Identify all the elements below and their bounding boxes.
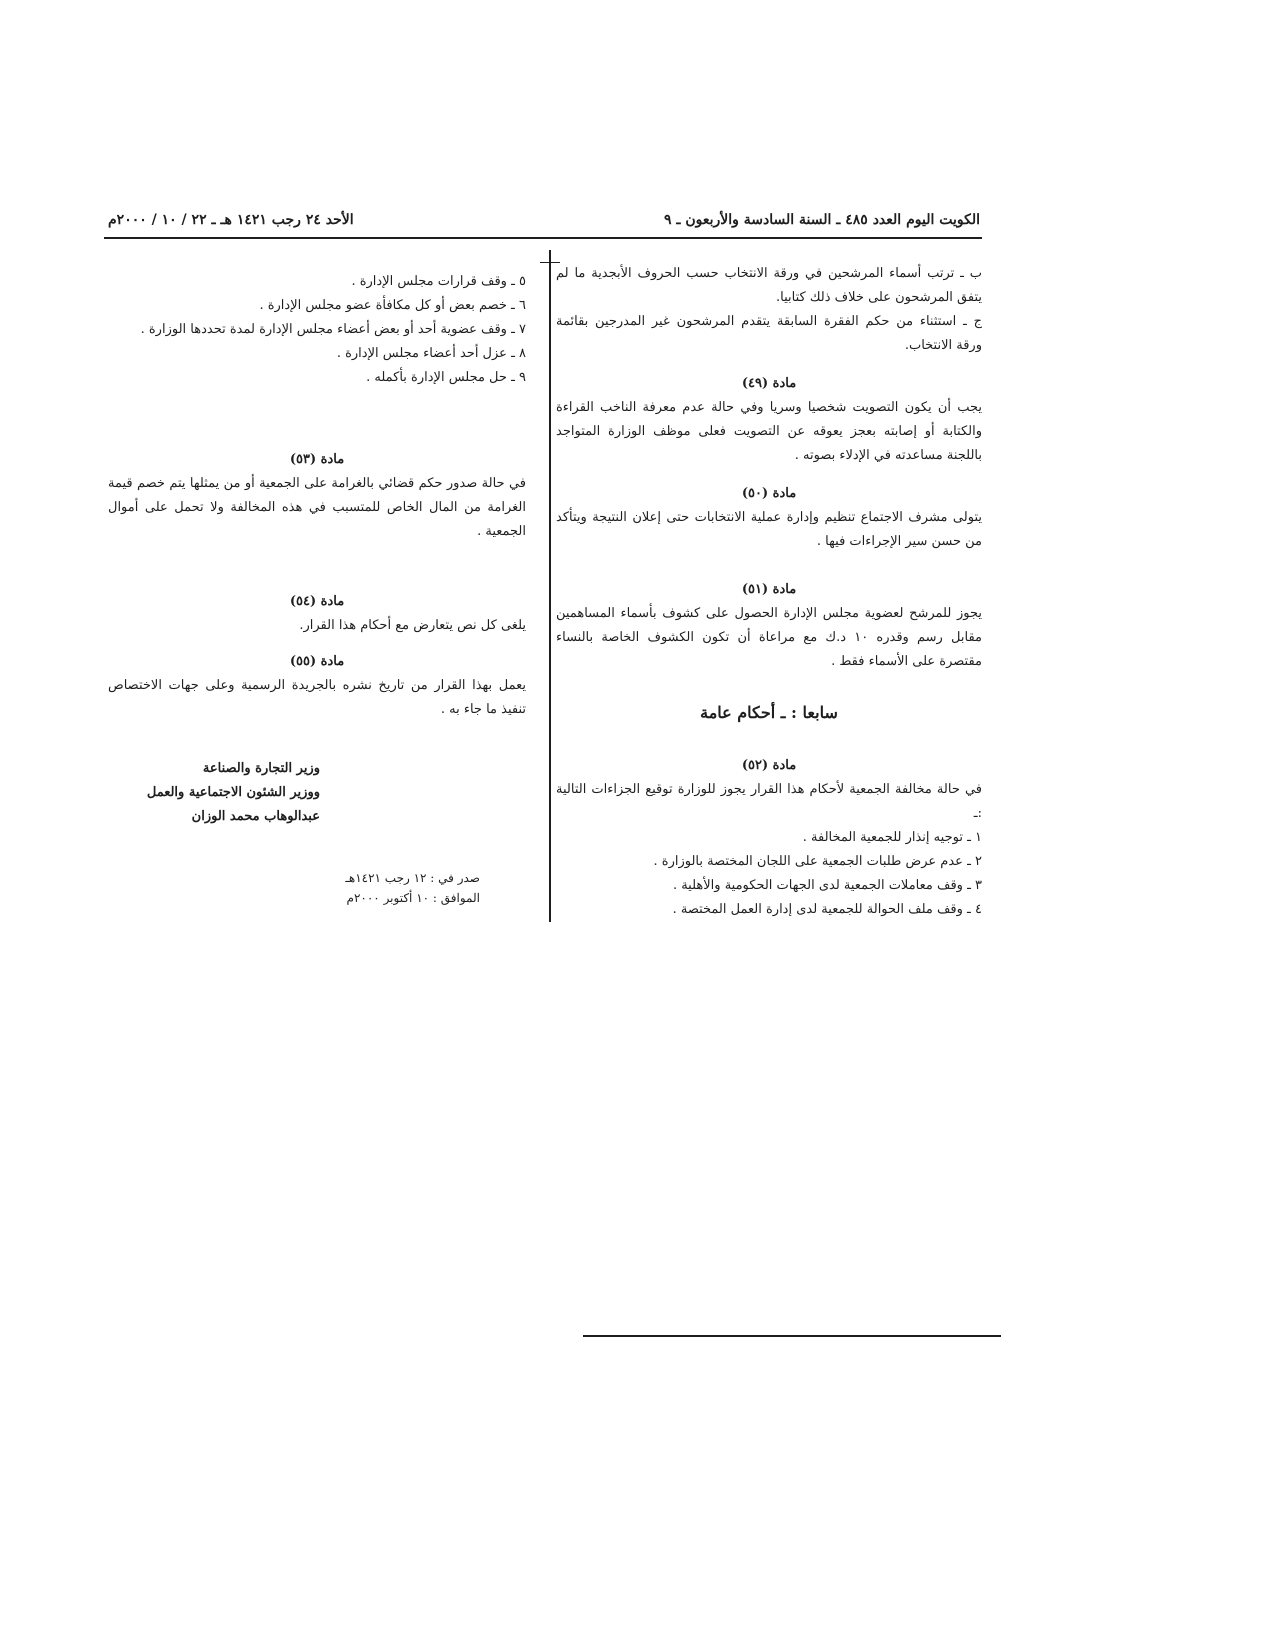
signature-block	[100, 757, 320, 829]
signature-title-1: وزير التجارة والصناعة	[202, 761, 320, 776]
signature-title-2: ووزير الشئون الاجتماعية والعمل	[146, 785, 320, 800]
issue-date-hijri: صدر في : ١٢ رجب ١٤٢١هـ	[345, 871, 480, 885]
article-53	[108, 448, 526, 544]
article-50-text: يتولى مشرف الاجتماع تنظيم وإدارة عملية الانتخابات حتى إعلان النتيجة ويتأكد من حسن سير الإجراءات فيها .	[556, 510, 982, 549]
sanctions-list-continued	[108, 270, 526, 390]
issue-date	[320, 868, 480, 908]
article-49-title: مادة (٤٩)	[741, 376, 797, 391]
clause-c: ج ـ استثناء من حكم الفقرة السابقة يتقدم المرشحون غير المدرجين بقائمة ورقة الانتخاب.	[556, 314, 982, 353]
page-header	[108, 212, 980, 228]
column-divider	[549, 250, 551, 922]
article-54	[108, 590, 526, 638]
header-date: الأحد ٢٤ رجب ١٤٢١ هـ ـ ٢٢ / ١٠ / ٢٠٠٠م	[108, 212, 354, 228]
header-issue-info: الكويت اليوم العدد ٤٨٥ ـ السنة السادسة والأربعون ـ ٩	[663, 212, 980, 228]
article-51-title: مادة (٥١)	[741, 582, 797, 597]
list-item: ١ ـ توجيه إنذار للجمعية المخالفة .	[802, 830, 982, 845]
article-54-text: يلغى كل نص يتعارض مع أحكام هذا القرار.	[299, 618, 526, 633]
list-item: ٥ ـ وقف قرارات مجلس الإدارة .	[351, 274, 526, 289]
issue-date-gregorian: الموافق : ١٠ أكتوبر ٢٠٠٠م	[346, 891, 480, 905]
article-50-title: مادة (٥٠)	[741, 486, 797, 501]
article-52-title: مادة (٥٢)	[741, 758, 797, 773]
article-55-text: يعمل بهذا القرار من تاريخ نشره بالجريدة الرسمية وعلى جهات الاختصاص تنفيذ ما جاء به .	[108, 678, 526, 717]
article-49-text: يجب أن يكون التصويت شخصيا وسريا وفي حالة عدم معرفة الناخب القراءة والكتابة أو إصابته بعجز يعوقه عن التصويت فعلى موظف الوزارة المتواجد باللجنة مساعدته في الإدلاء بصوته .	[556, 400, 982, 463]
section-title: سابعا : ـ أحكام عامة	[700, 703, 838, 722]
list-item: ٦ ـ خصم بعض أو كل مكافأة عضو مجلس الإدارة .	[259, 298, 526, 313]
clause-b: ب ـ ترتب أسماء المرشحين في ورقة الانتخاب حسب الحروف الأبجدية ما لم يتفق المرشحون على خلاف ذلك كتابيا.	[556, 266, 982, 305]
list-item: ٨ ـ عزل أحد أعضاء مجلس الإدارة .	[336, 346, 526, 361]
article-53-text: في حالة صدور حكم قضائي بالغرامة على الجمعية أو من يمثلها يتم خصم قيمة الغرامة من المال الخاص للمتسبب في هذه المخالفة ولا تحمل على أموال الجمعية .	[108, 476, 526, 539]
article-53-title: مادة (٥٣)	[289, 452, 345, 467]
list-item: ٣ ـ وقف معاملات الجمعية لدى الجهات الحكومية والأهلية .	[672, 878, 982, 893]
signature-name: عبدالوهاب محمد الوزان	[191, 809, 320, 824]
article-54-title: مادة (٥٤)	[289, 594, 345, 609]
section-general-provisions	[556, 700, 982, 726]
article-51-text: يجوز للمرشح لعضوية مجلس الإدارة الحصول على كشوف بأسماء المساهمين مقابل رسم وقدره ١٠ د.ك مع مراعاة أن تكون الكشوف الخاصة بالنساء مقتصرة على الأسماء فقط .	[556, 606, 982, 669]
article-52-intro: في حالة مخالفة الجمعية لأحكام هذا القرار يجوز للوزارة توقيع الجزاءات التالية :ـ	[556, 782, 982, 821]
article-49	[556, 372, 982, 468]
list-item: ٧ ـ وقف عضوية أحد أو بعض أعضاء مجلس الإدارة لمدة تحددها الوزارة .	[140, 322, 526, 337]
bottom-rule	[583, 1335, 1001, 1337]
article-52	[556, 754, 982, 922]
clause-b-c	[556, 262, 982, 358]
article-51	[556, 578, 982, 674]
article-55	[108, 650, 526, 722]
article-50	[556, 482, 982, 554]
list-item: ٩ ـ حل مجلس الإدارة بأكمله .	[366, 370, 526, 385]
list-item: ٤ ـ وقف ملف الحوالة للجمعية لدى إدارة العمل المختصة .	[672, 902, 982, 917]
list-item: ٢ ـ عدم عرض طلبات الجمعية على اللجان المختصة بالوزارة .	[653, 854, 982, 869]
article-55-title: مادة (٥٥)	[289, 654, 345, 669]
header-rule	[104, 237, 982, 239]
